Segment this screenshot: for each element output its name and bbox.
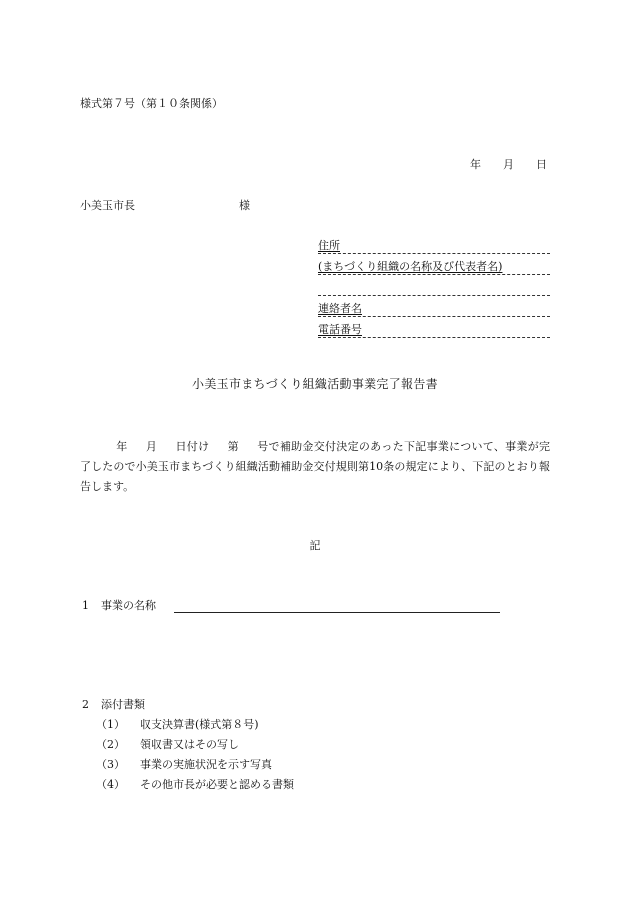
project-name-input-line[interactable]: [174, 600, 500, 613]
attachment-item: （3） 事業の実施状況を示す写真: [96, 758, 272, 771]
item1-number: 1: [82, 599, 89, 612]
address-field[interactable]: [318, 237, 550, 254]
date-line: [470, 157, 547, 172]
date-year: 年: [470, 158, 481, 171]
body-dated: 日付け: [175, 440, 210, 453]
body-dai: 第: [227, 440, 239, 453]
addressee-honorific: 様: [239, 199, 250, 212]
item2-number: 2: [82, 698, 89, 711]
item2-label: 添付書類: [101, 698, 145, 711]
body-year: 年: [116, 440, 128, 453]
attachment-item: （4） その他市長が必要と認める書類: [96, 778, 294, 791]
report-body: [80, 437, 550, 497]
date-month: 月: [503, 158, 514, 171]
attachment-item: （2） 領収書又はその写し: [96, 738, 239, 751]
address-label: 住所: [318, 239, 340, 252]
body-month: 月: [145, 440, 158, 453]
contact-person-label: 連絡者名: [318, 302, 362, 315]
attachment-item: （1） 収支決算書(様式第８号): [96, 718, 259, 731]
item1-label: 事業の名称: [101, 599, 156, 612]
date-day: 日: [536, 158, 547, 171]
phone-number-label: 電話番号: [318, 323, 362, 336]
phone-number-field[interactable]: [318, 321, 550, 338]
organization-name-field[interactable]: [318, 258, 550, 275]
addressee: [80, 198, 250, 213]
addressee-name: 小美玉市長: [80, 199, 135, 212]
contact-person-field[interactable]: [318, 300, 550, 317]
item-attachments: [82, 697, 145, 712]
organization-name-field-continued[interactable]: [318, 279, 550, 296]
document-title: 小美玉市まちづくり組織活動事業完了報告書: [192, 377, 438, 391]
ki-heading: 記: [309, 539, 321, 552]
body-text: 号で補助金交付決定のあった下記事業について、事業が完了したので小美玉市まちづくり組織活動補助金交付規則第10条の規定により、下記のとおり報告します。: [80, 440, 551, 493]
item-project-name: [82, 598, 500, 613]
organization-name-label: (まちづくり組織の名称及び代表者名): [318, 260, 503, 273]
form-number: 様式第７号（第１０条関係）: [80, 97, 223, 110]
